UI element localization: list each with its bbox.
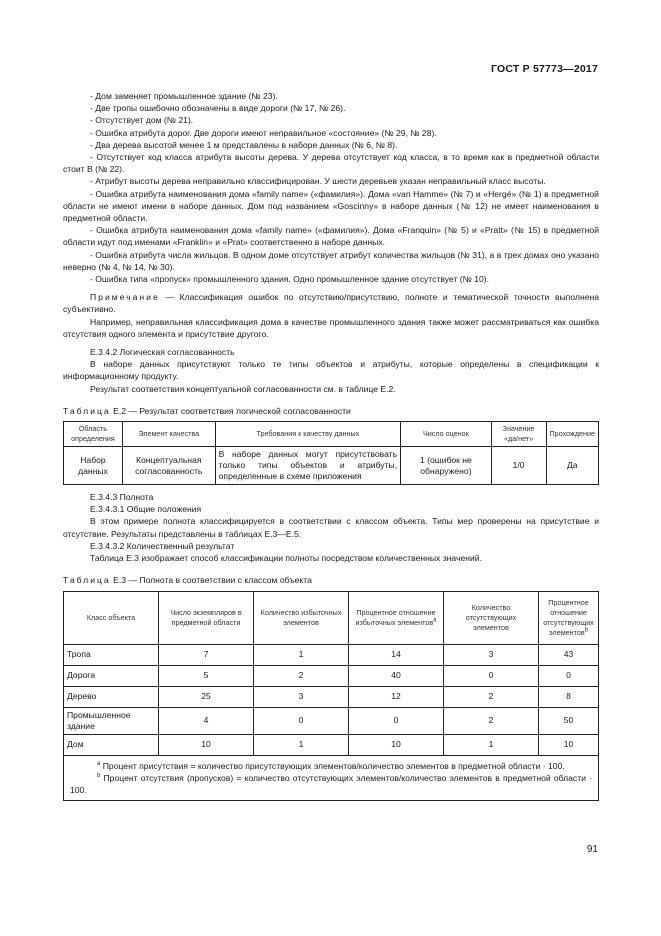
main-content <box>63 90 599 801</box>
column-header: Класс объекта <box>64 591 159 644</box>
list-item: - Ошибка атрибута числа жильцов. В одном доме отсутствует атрибут количества жильцов (№ 31), а в трех домах оно указано неверно (№ 4, № 14, № 30). <box>63 249 599 272</box>
column-header: Число оценок <box>401 422 492 447</box>
table-cell: 0 <box>539 665 599 686</box>
table-cell: Дом <box>64 734 159 755</box>
table-cell: Набор данных <box>64 447 123 485</box>
list-item: - Ошибка атрибута дорог. Две дороги имеют неправильное «состояние» (№ 29, № 28). <box>90 127 437 138</box>
table-header-row <box>64 422 599 447</box>
table-cell: 1 <box>254 644 349 665</box>
subsection-heading: Е.3.4.3.2 Количественный результат <box>90 540 235 551</box>
table-cell: 1 <box>444 734 539 755</box>
table-cell: 40 <box>349 665 444 686</box>
list-item: - Ошибка типа «пропуск» промышленного здания. Одно промышленное здание отсутствует (№ 10). <box>90 274 490 285</box>
list-item: - Два дерева высотой менее 1 м представлены в наборе данных (№ 6, № 8). <box>90 139 398 150</box>
table-footnotes <box>64 755 599 800</box>
header-text: Процентное отношение избыточных элементов <box>355 607 436 627</box>
section-heading-e342: Е.3.4.2 Логическая согласованность <box>90 347 235 358</box>
table-cell: Тропа <box>64 644 159 665</box>
table-cell: 10 <box>349 734 444 755</box>
column-header: Прохождение <box>546 422 599 447</box>
list-item: - Атрибут высоты дерева неправильно классифицирован. У шести деревьев указан неправильный класс высоты. <box>90 176 546 187</box>
table-cell: 25 <box>159 686 254 707</box>
list-item: - Отсутствует дом (№ 21). <box>90 115 194 126</box>
table-cell: Промышленное здание <box>64 707 159 734</box>
standard-header: ГОСТ Р 57773—2017 <box>490 63 598 75</box>
paragraph: В этом примере полнота классифицируется в соответствии с классом объекта. Типы мер проверены на присутствие и отсутствие. Результаты представлены в таблицах Е.3—Е.5. <box>63 516 599 539</box>
table-cell: 0 <box>349 707 444 734</box>
table-cell: 14 <box>349 644 444 665</box>
table-header-row <box>64 591 599 644</box>
list-item: - Ошибка атрибута наименования дома «family name» («фамилия»). Дома «van Hamme» (№ 7) и «Hergé» (№ 1) в предметной области не имеют имени в наборе данных. Дом под названием «Goscinny» в наборе данных (№ 12) не имеет наименования в предметной области. <box>63 188 599 224</box>
table-cell: Дерево <box>64 686 159 707</box>
table-cell: 43 <box>539 644 599 665</box>
table-cell: 3 <box>444 644 539 665</box>
page-number: 91 <box>586 844 598 855</box>
column-header <box>539 591 599 644</box>
table-e2-caption <box>63 405 599 417</box>
footnote-ref: b <box>584 627 588 634</box>
table-cell: 4 <box>159 707 254 734</box>
note-text: — Классификация ошибок по отсутствию/присутствию, полноте и тематической точности выполнена субъективно. <box>63 292 599 315</box>
note-paragraph-2: Например, неправильная классификация дома в качестве промышленного здания также может рассматриваться как ошибка отсутствия одного элемента и присутствие другого. <box>63 316 599 339</box>
subsection-heading: Е.3.4.3.1 Общие положения <box>90 504 202 515</box>
table-row <box>64 447 599 485</box>
column-header: Область определения <box>64 422 123 447</box>
table-cell: 10 <box>159 734 254 755</box>
table-row <box>64 686 599 707</box>
table-e3-caption <box>63 574 599 586</box>
list-item: - Дом заменяет промышленное здание (№ 23). <box>90 91 278 101</box>
column-header: Требования к качеству данных <box>215 422 400 447</box>
note-label: Примечание <box>90 292 160 303</box>
footnote-mark: a <box>97 760 101 767</box>
table-cell: 2 <box>254 665 349 686</box>
footnote-mark: b <box>97 772 101 779</box>
table-cell: Дорога <box>64 665 159 686</box>
column-header: Количество избыточных элементов <box>254 591 349 644</box>
paragraph: Таблица Е.3 изображает способ классификации полноты посредством количественных значений. <box>90 553 482 564</box>
table-cell: 1/0 <box>491 447 546 485</box>
error-list <box>63 90 599 285</box>
table-cell: 3 <box>254 686 349 707</box>
column-header: Значение «да/нет» <box>491 422 546 447</box>
note-paragraph <box>63 291 599 315</box>
column-header: Число экземпляров в предметной области <box>159 591 254 644</box>
table-cell: Да <box>546 447 599 485</box>
caption-text: Е.2 — Результат соответствия логической согласованности <box>110 405 351 416</box>
caption-text: Е.3 — Полнота в соответствии с классом объекта <box>110 575 312 586</box>
list-item: - Отсутствует код класса атрибута высоты дерева. У дерева отсутствует код класса, в то время как в предметной области стоит В (№ 22). <box>63 152 599 175</box>
table-cell: 10 <box>539 734 599 755</box>
table-e2 <box>63 421 599 485</box>
table-cell: 2 <box>444 707 539 734</box>
paragraph: Результат соответствия концептуальной согласованности см. в таблице Е.2. <box>90 383 396 394</box>
header-text: Процентное отношение отсутствующих элементов <box>543 597 594 637</box>
table-e3 <box>63 591 599 801</box>
table-cell: 5 <box>159 665 254 686</box>
table-cell: 12 <box>349 686 444 707</box>
table-cell: 0 <box>254 707 349 734</box>
table-cell: 1 (ошибок не обнаружено) <box>401 447 492 485</box>
table-cell: В наборе данных могут присутствовать только типы объектов и атрибуты, определенные в схеме приложения <box>215 447 400 485</box>
list-item: - Две тропы ошибочно обозначены в виде дороги (№ 17, № 26). <box>90 103 346 114</box>
footnote-text: Процент отсутствия (пропусков) = количество отсутствующих элементов/количество элементов в предметной области · 100. <box>70 772 592 795</box>
column-header: Элемент качества <box>122 422 215 447</box>
table-cell: 1 <box>254 734 349 755</box>
table-cell: 2 <box>444 686 539 707</box>
footnote-a <box>70 760 592 772</box>
table-row <box>64 644 599 665</box>
table-cell: 0 <box>444 665 539 686</box>
footnote-ref: a <box>433 617 437 624</box>
caption-label: Таблица <box>63 405 111 416</box>
footnote-b <box>70 772 592 796</box>
table-row <box>64 707 599 734</box>
table-row <box>64 734 599 755</box>
table-cell: 7 <box>159 644 254 665</box>
table-cell: Концептуальная согласованность <box>122 447 215 485</box>
caption-label: Таблица <box>63 575 111 586</box>
table-cell: 8 <box>539 686 599 707</box>
table-cell: 50 <box>539 707 599 734</box>
column-header: Количество отсутствующих элементов <box>444 591 539 644</box>
list-item: - Ошибка атрибута наименования дома «family name» («фамилия»). Дома «Franquin» (№ 5) и «Pratt» (№ 15) в предметной области идут под именами «Franklin» и «Prat» соответственно в наборе данных. <box>63 225 599 248</box>
column-header <box>349 591 444 644</box>
footnote-text: Процент присутствия = количество присутствующих элементов/количество элементов в предметной области · 100. <box>100 760 565 771</box>
table-row <box>64 665 599 686</box>
section-heading-e343: Е.3.4.3 Полнота <box>90 492 154 503</box>
paragraph: В наборе данных присутствуют только те типы объектов и атрибуты, которые определены в спецификации к информационному продукту. <box>63 359 599 382</box>
table-footnotes-row <box>64 755 599 800</box>
